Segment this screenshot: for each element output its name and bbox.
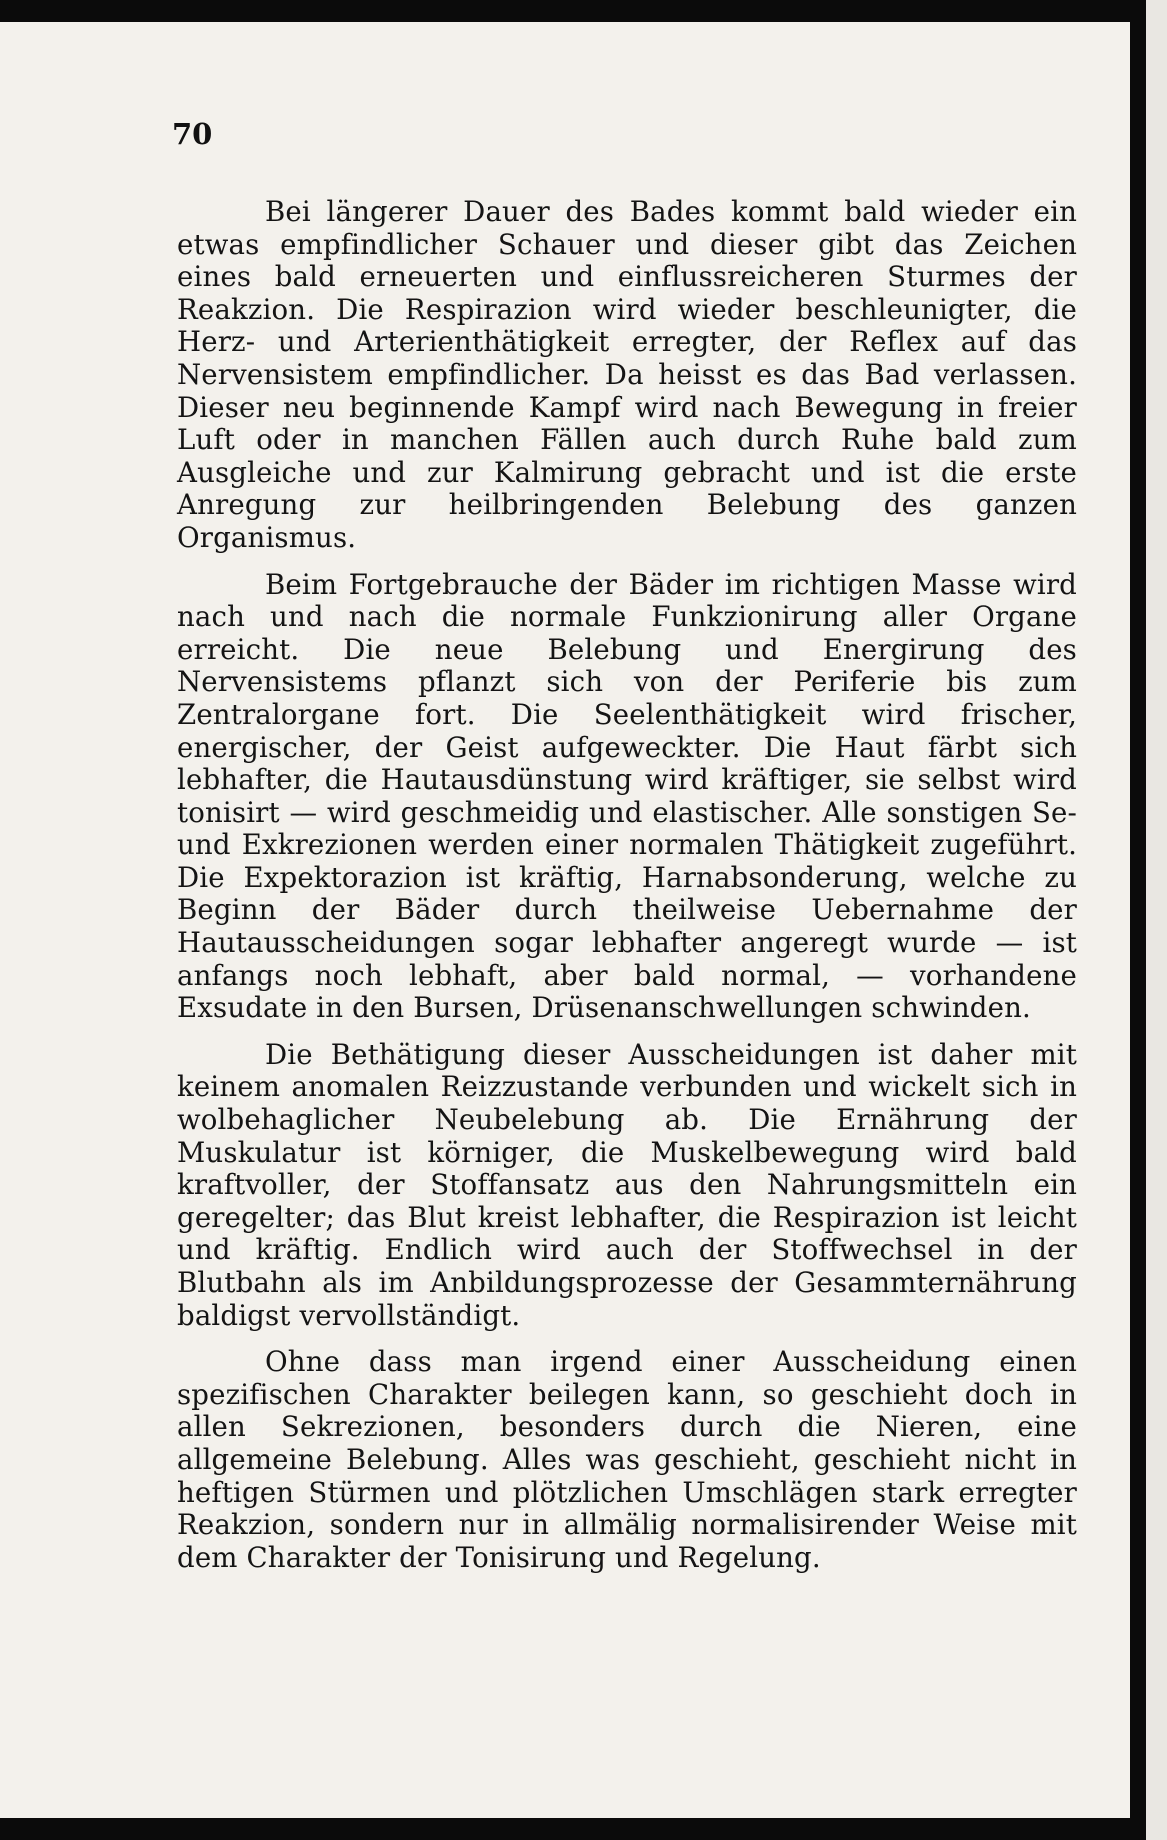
adjacent-page-edge — [1146, 0, 1167, 1840]
paragraph: Bei längerer Dauer des Bades kommt bald wieder ein etwas empfindlicher Schauer und dieser gibt das Zeichen eines bald erneuerten und einflussreicheren Sturmes der Reakzion. Die Respirazion wird wieder beschleunigter, die Herz- und Arterienthätigkeit erregter, der Reflex auf das Nervensistem empfindlicher. Da heisst es das Bad verlassen. Dieser neu beginnende Kampf wird nach Bewegung in freier Luft oder in manchen Fällen auch durch Ruhe bald zum Ausgleiche und zur Kalmirung gebracht und ist die erste Anregung zur heilbringenden Belebung des ganzen Organismus. — [177, 195, 1077, 554]
paragraph: Ohne dass man irgend einer Ausscheidung einen spezifischen Charakter beilegen kann, so geschieht doch in allen Sekrezionen, besonders durch die Nieren, eine allgemeine Belebung. Alles was geschieht, geschieht nicht in heftigen Stürmen und plötzlichen Umschlägen stark erregter Reakzion, sondern nur in allmälig normalisirender Weise mit dem Charakter der Tonisirung und Regelung. — [177, 1345, 1077, 1574]
page-number: 70 — [172, 117, 213, 151]
body-text — [177, 196, 1077, 1574]
book-page — [0, 22, 1130, 1818]
paragraph: Die Bethätigung dieser Ausscheidungen ist daher mit keinem anomalen Reizzustande verbunden und wickelt sich in wolbehaglicher Neubelebung ab. Die Ernährung der Muskulatur ist körniger, die Muskelbewegung wird bald kraftvoller, der Stoffansatz aus den Nahrungsmitteln ein geregelter; das Blut kreist lebhafter, die Respirazion ist leicht und kräftig. Endlich wird auch der Stoffwechsel in der Blutbahn als im Anbildungsprozesse der Gesammternährung baldigst vervollständigt. — [177, 1037, 1077, 1332]
paragraph: Beim Fortgebrauche der Bäder im richtigen Masse wird nach und nach die normale Funkzionirung aller Organe erreicht. Die neue Belebung und Energirung des Nervensistems pflanzt sich von der Periferie bis zum Zentralorgane fort. Die Seelenthätigkeit wird frischer, energischer, der Geist aufgeweckter. Die Haut färbt sich lebhafter, die Hautausdünstung wird kräftiger, sie selbst wird tonisirt — wird geschmeidig und elastischer. Alle sonstigen Se- und Exkrezionen werden einer normalen Thätigkeit zugeführt. Die Expektorazion ist kräftig, Harnabsonderung, welche zu Beginn der Bäder durch theilweise Uebernahme der Hautausscheidungen sogar lebhafter angeregt wurde — ist anfangs noch lebhaft, aber bald normal, — vorhandene Exsudate in den Bursen, Drüsenanschwellungen schwinden. — [177, 567, 1077, 1025]
